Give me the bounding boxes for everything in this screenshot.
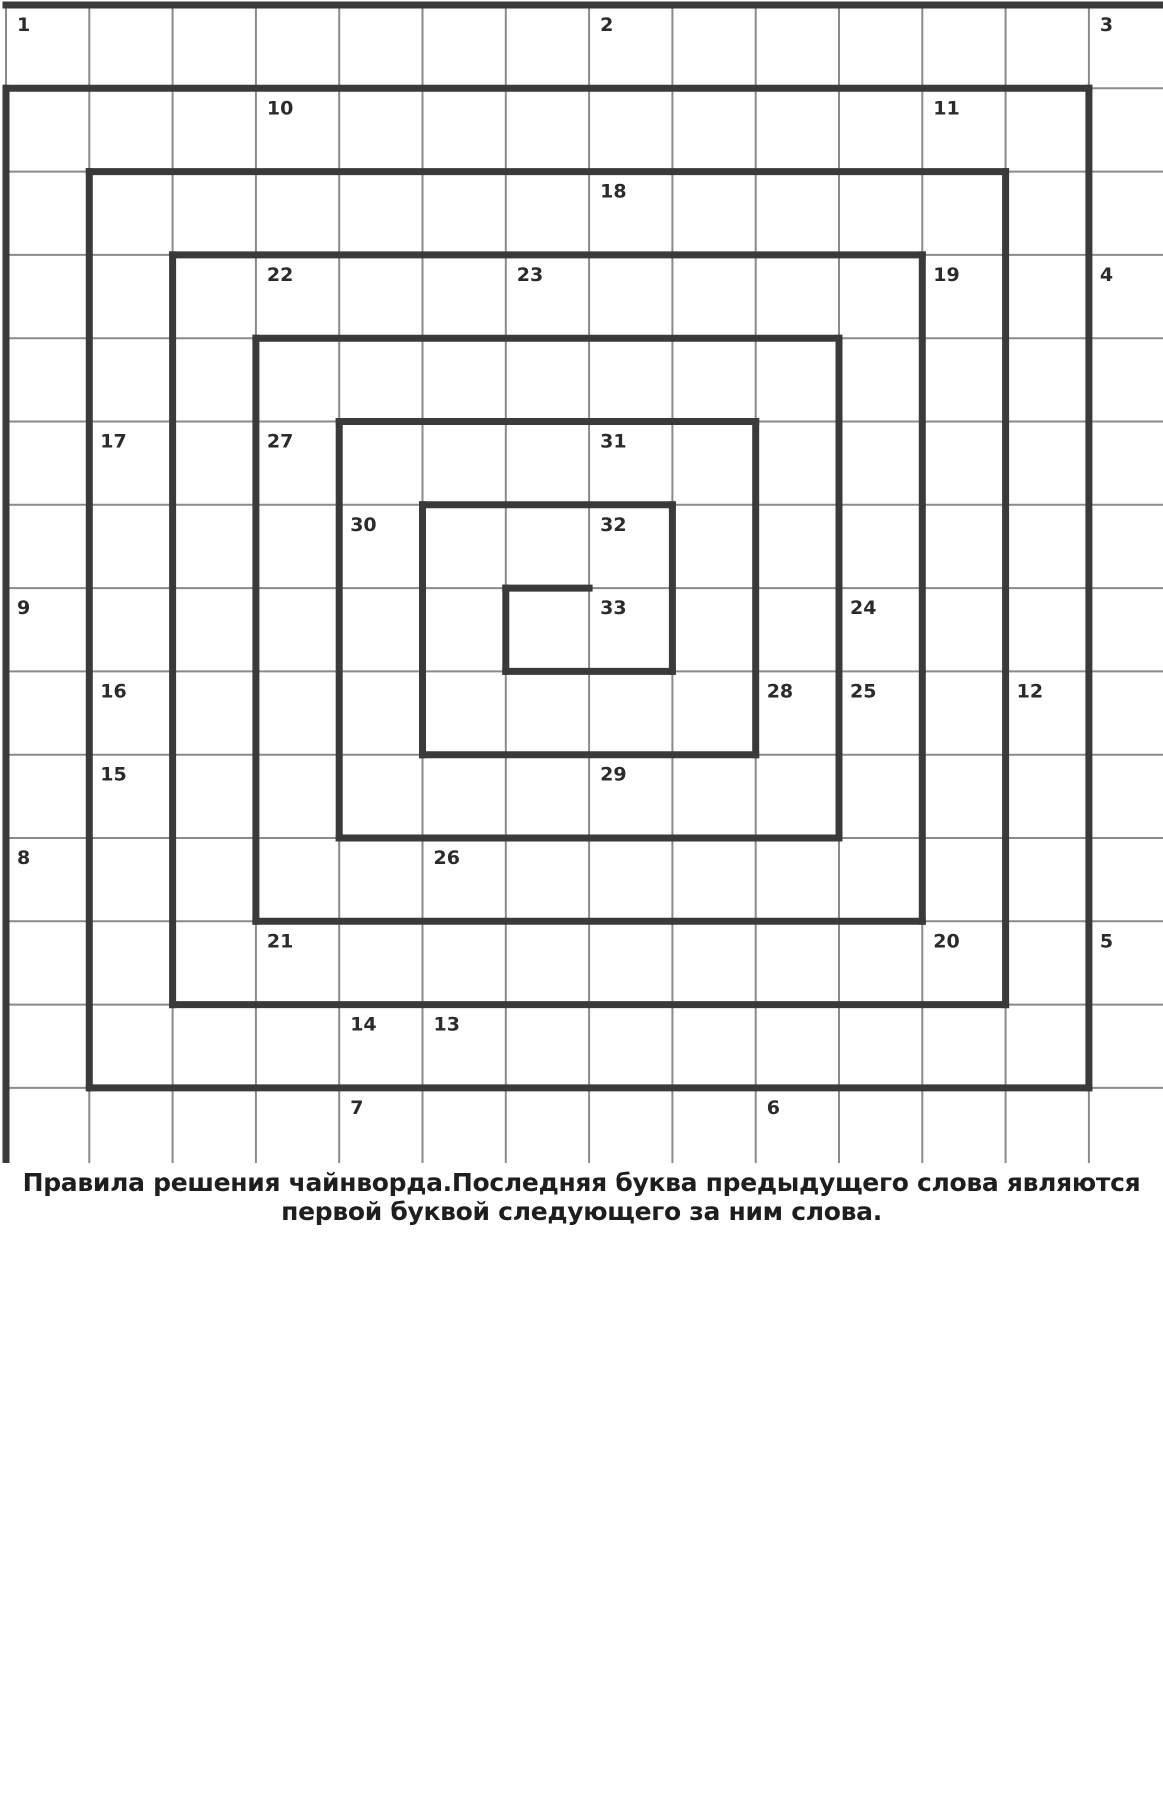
rules-text: Правила решения чайнворда.Последняя буква предыдущего слова являются первой буквой следующего за ним слова. [22,1168,1141,1226]
clue-number-18: 18 [600,180,627,203]
clue-number-16: 16 [100,680,127,703]
clue-number-14: 14 [350,1013,377,1036]
clue-number-5: 5 [1099,930,1114,953]
clue-number-10: 10 [266,97,294,120]
clue-number-27: 27 [266,430,294,453]
clue-number-33: 33 [600,597,627,620]
clue-number-31: 31 [600,430,627,453]
clue-number-8: 8 [17,847,31,869]
clue-number-21: 21 [266,930,294,953]
clue-number-29: 29 [600,763,627,786]
clue-number-23: 23 [516,263,544,286]
clue-number-12: 12 [1016,680,1044,703]
clue-number-25: 25 [850,680,877,703]
clue-number-1: 1 [17,14,31,36]
clue-number-4: 4 [1099,263,1114,286]
clue-number-3: 3 [1099,14,1114,36]
clue-number-6: 6 [766,1096,780,1119]
clue-number-13: 13 [433,1013,460,1036]
clue-number-9: 9 [17,597,31,620]
clue-number-24: 24 [850,597,877,620]
clue-number-19: 19 [933,263,960,286]
clue-number-20: 20 [933,930,960,953]
clue-number-2: 2 [600,14,614,36]
clue-number-30: 30 [350,513,377,536]
clue-number-11: 11 [933,97,960,120]
clue-number-17: 17 [100,430,127,453]
clue-number-7: 7 [350,1096,364,1119]
clue-number-15: 15 [100,763,127,786]
clue-number-32: 32 [600,513,627,536]
clue-number-28: 28 [766,680,794,703]
clue-number-22: 22 [266,263,294,286]
clue-number-26: 26 [433,847,460,869]
